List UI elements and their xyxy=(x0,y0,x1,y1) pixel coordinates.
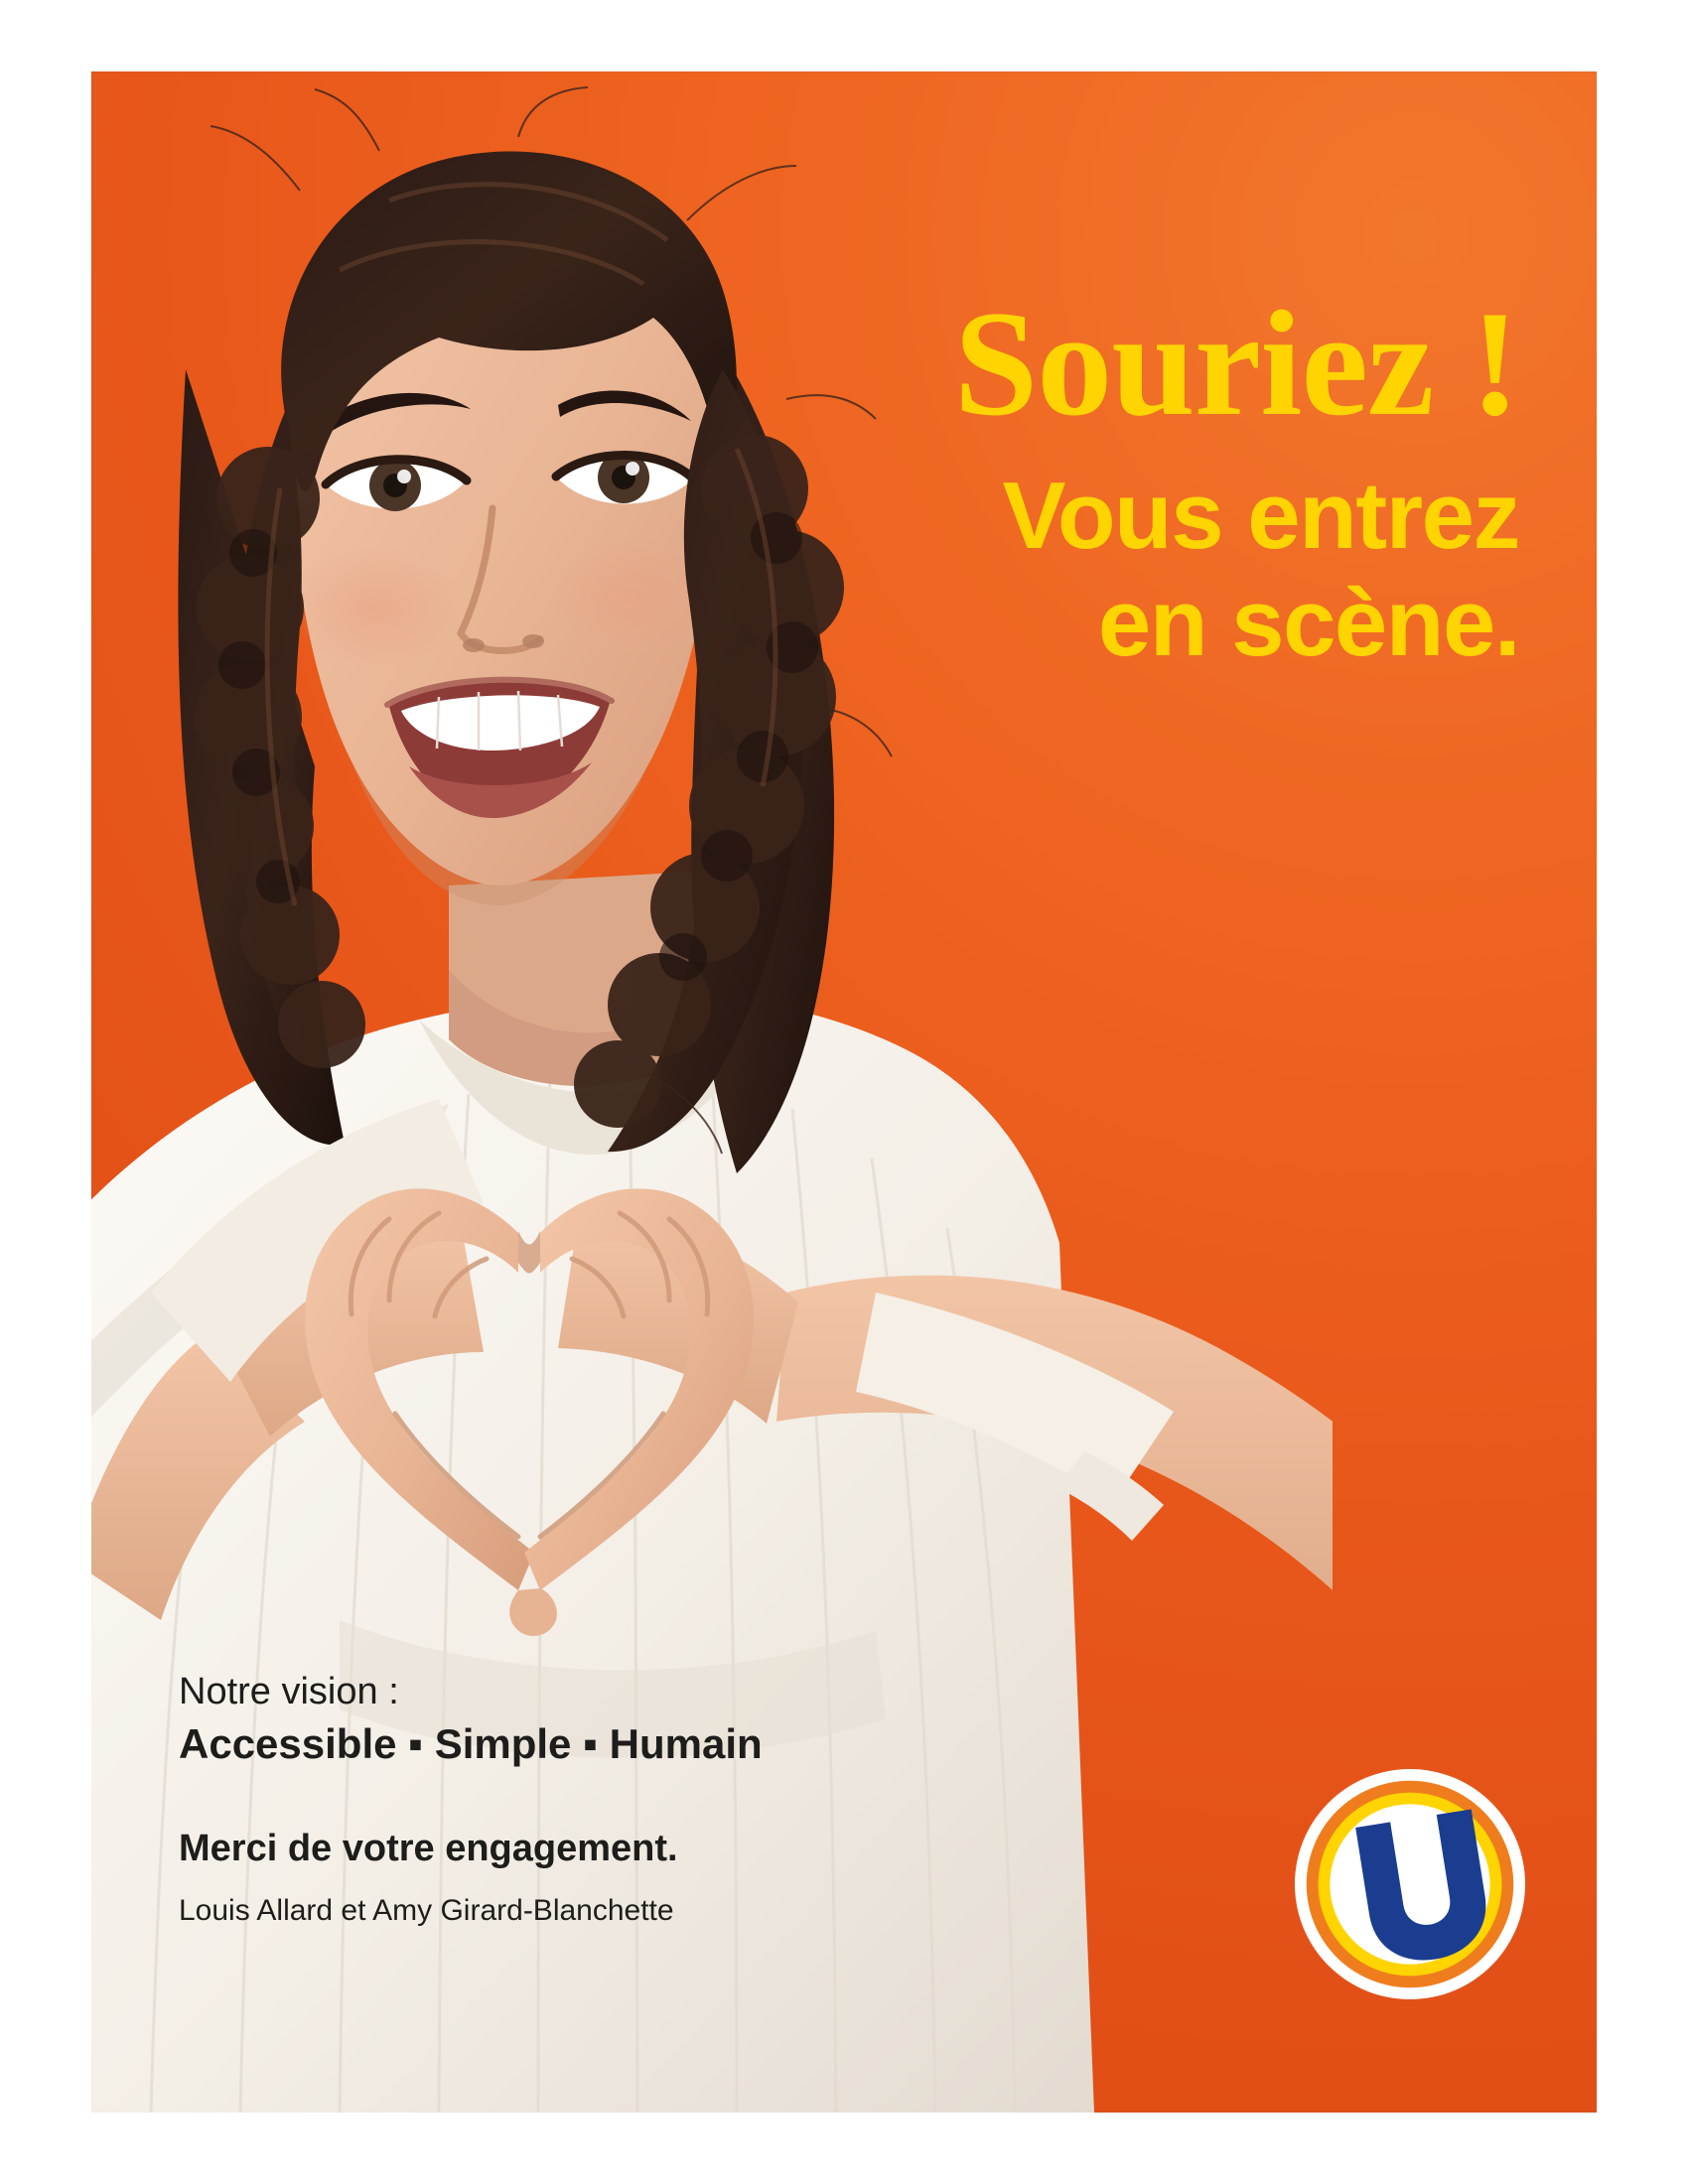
vision-values: Accessible ▪ Simple ▪ Humain xyxy=(179,1719,763,1767)
signature-names: Louis Allard et Amy Girard-Blanchette xyxy=(179,1894,674,1927)
thanks-message: Merci de votre engagement. xyxy=(179,1828,678,1869)
brand-logo xyxy=(1293,1767,1527,2001)
headline-secondary-line2: en scène. xyxy=(1097,569,1519,676)
headline-secondary-line1: Vous entrez xyxy=(1002,463,1519,569)
headline-primary: Souriez ! xyxy=(953,280,1519,447)
headline-secondary xyxy=(626,463,1519,676)
headline-block xyxy=(626,280,1519,676)
footer-text-block xyxy=(179,1669,763,1928)
poster xyxy=(91,71,1597,2113)
vision-label: Notre vision : xyxy=(179,1671,399,1712)
